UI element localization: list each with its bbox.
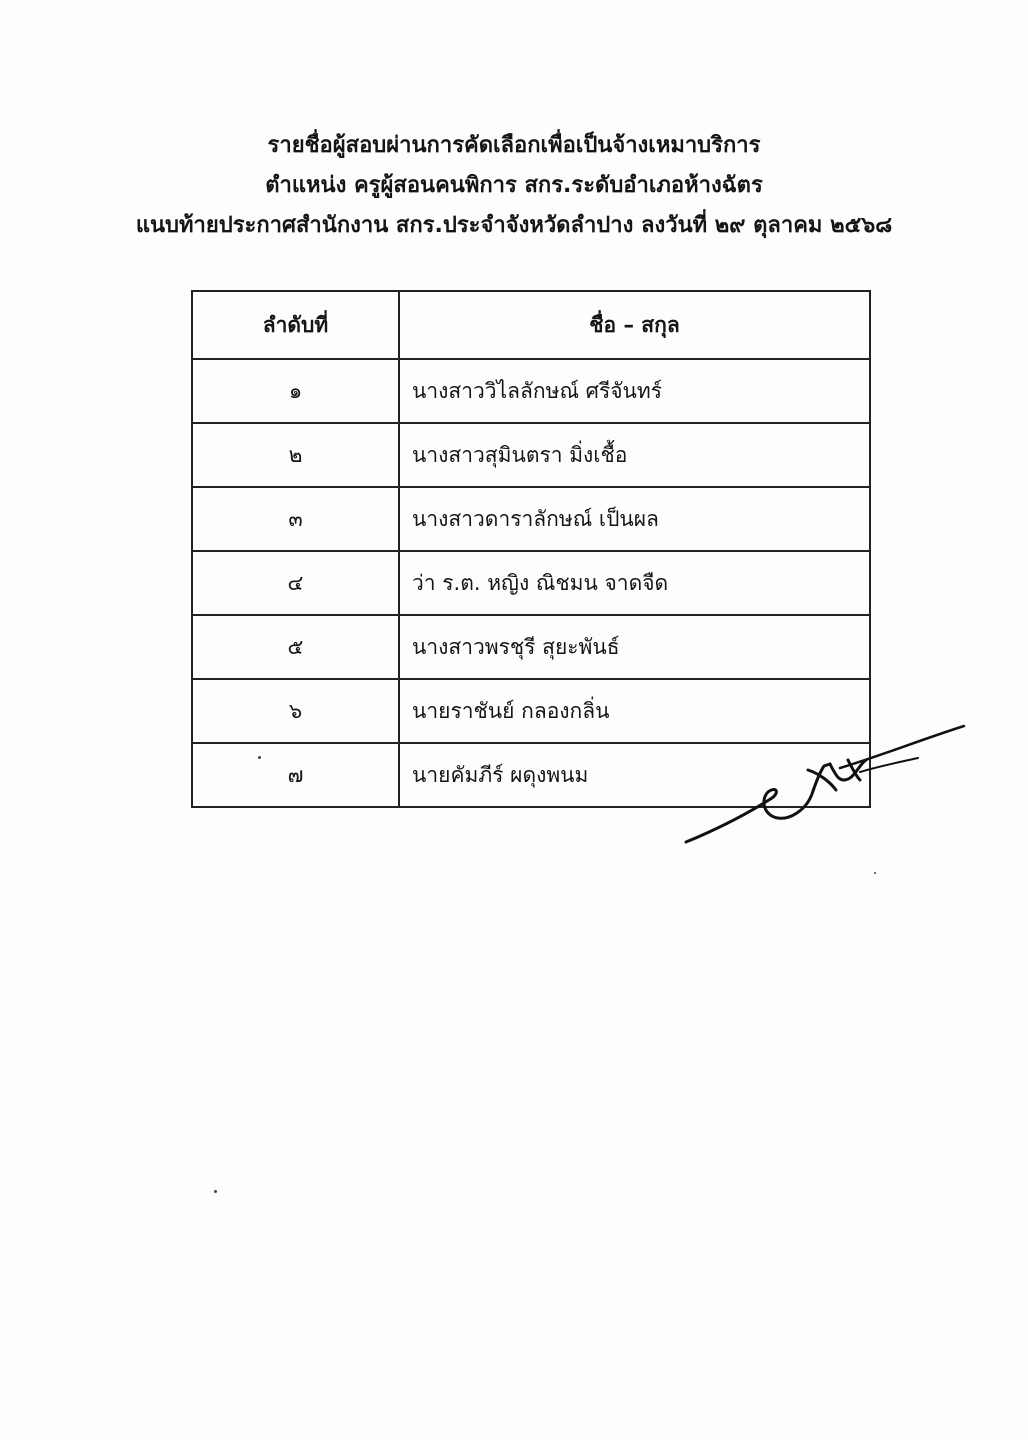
row-number: ๗ — [192, 743, 399, 807]
heading-line-2: ตำแหน่ง ครูผู้สอนคนพิการ สกร.ระดับอำเภอห้างฉัตร — [265, 173, 763, 198]
column-header-name: ชื่อ – สกุล — [399, 291, 870, 359]
table-row — [192, 423, 870, 487]
row-name: ว่า ร.ต. หญิง ณิชมน จาดจืด — [399, 551, 870, 615]
table-row — [192, 615, 870, 679]
scan-speck — [214, 1190, 217, 1193]
handwritten-signature — [680, 720, 970, 850]
row-name: นางสาวดาราลักษณ์ เป็นผล — [399, 487, 870, 551]
row-number: ๕ — [192, 615, 399, 679]
row-name: นายราชันย์ กลองกลิ่น — [399, 679, 870, 743]
row-name: นายคัมภีร์ ผดุงพนม — [399, 743, 870, 807]
table-header-row — [192, 291, 870, 359]
heading-line-1: รายชื่อผู้สอบผ่านการคัดเลือกเพื่อเป็นจ้างเหมาบริการ — [267, 133, 761, 158]
row-name: นางสาวพรชุรี สุยะพันธ์ — [399, 615, 870, 679]
scan-speck — [874, 872, 876, 874]
row-number: ๒ — [192, 423, 399, 487]
row-name: นางสาววิไลลักษณ์ ศรีจันทร์ — [399, 359, 870, 423]
table-row — [192, 551, 870, 615]
heading-line-3: แนบท้ายประกาศสำนักงาน สกร.ประจำจังหวัดลำปาง ลงวันที่ ๒๙ ตุลาคม ๒๕๖๘ — [135, 213, 893, 238]
scan-speck — [258, 756, 261, 759]
row-number: ๓ — [192, 487, 399, 551]
row-number: ๖ — [192, 679, 399, 743]
table-row — [192, 359, 870, 423]
column-header-number: ลำดับที่ — [192, 291, 399, 359]
row-name: นางสาวสุมินตรา มิ่งเชื้อ — [399, 423, 870, 487]
row-number: ๔ — [192, 551, 399, 615]
row-number: ๑ — [192, 359, 399, 423]
table-row — [192, 487, 870, 551]
document-heading — [0, 126, 1028, 246]
